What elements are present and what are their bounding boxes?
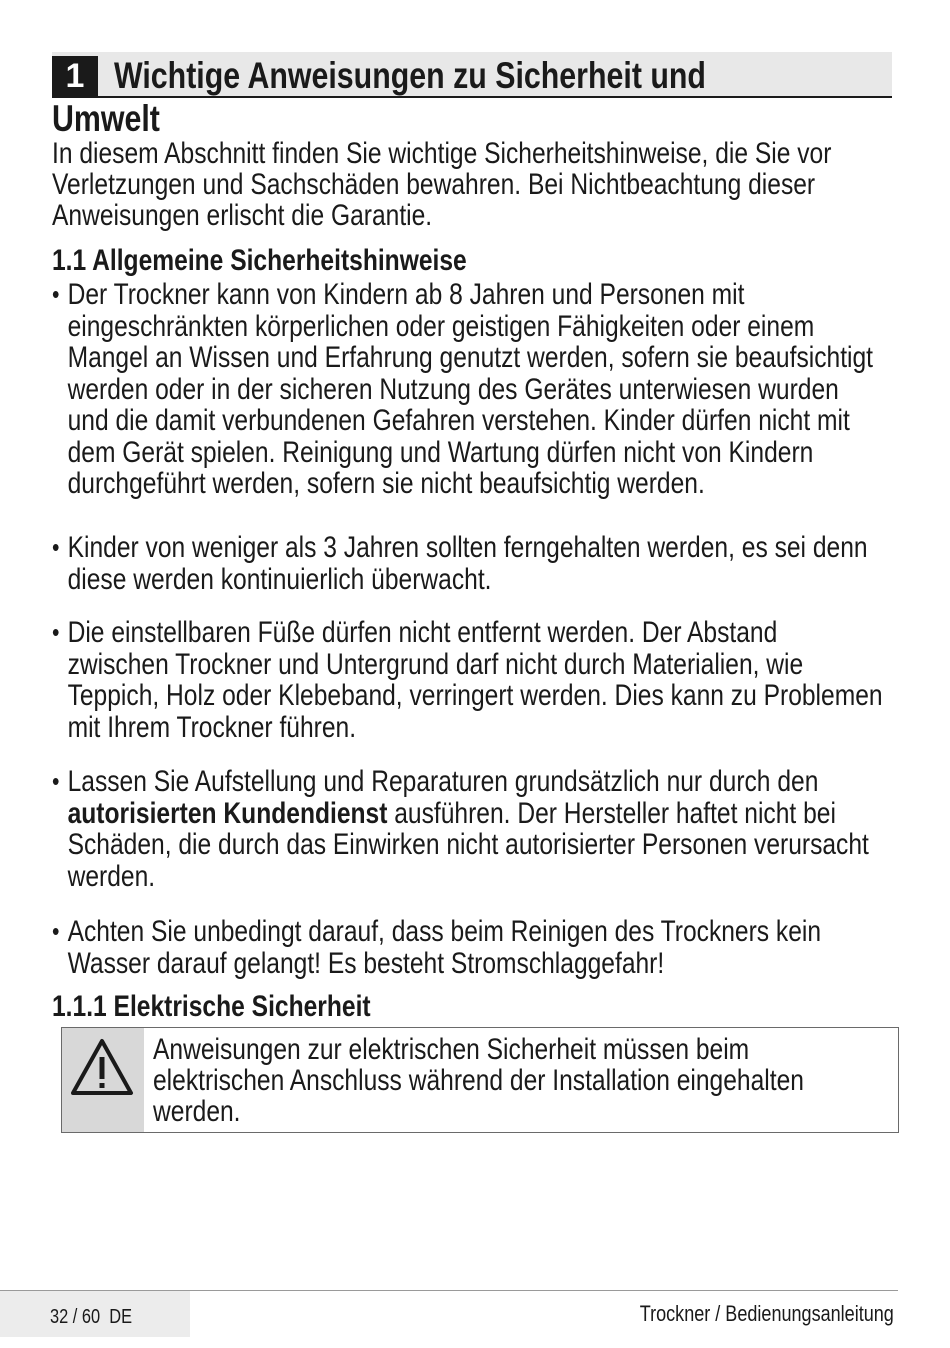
bullet-line: Der Trockner kann von Kindern ab 8 Jahren und Personen mit [67, 278, 745, 311]
warning-triangle-icon [68, 1036, 136, 1098]
bullet-line: Wasser darauf gelangt! Es besteht Stromschlaggefahr! [67, 946, 665, 980]
intro-paragraph [52, 138, 831, 231]
warning-icon-cell [62, 1028, 144, 1132]
page-number [50, 1305, 132, 1329]
bullet-marker: • [52, 766, 60, 796]
bullet-line: Die einstellbaren Füße dürfen nicht entfernt werden. Der Abstand [67, 616, 778, 649]
bullet-line: Kinder von weniger als 3 Jahren sollten ferngehalten werden, es sei denn [67, 531, 868, 564]
bold-term-authorized-service: autorisierten Kundendienst [67, 796, 388, 830]
chapter-title-line2: Umwelt [52, 98, 160, 139]
bullet-line: Achten Sie unbedingt darauf, dass beim Reinigen des Trockners kein [67, 915, 822, 948]
warning-line: elektrischen Anschluss während der Installation eingehalten [153, 1064, 804, 1097]
chapter-title-line1: Wichtige Anweisungen zu Sicherheit und [114, 55, 706, 96]
bullet-line: Lassen Sie Aufstellung und Reparaturen grundsätzlich nur durch den [67, 765, 819, 798]
page-count: 32 / 60 [50, 1306, 101, 1328]
bullet-line: Teppich, Holz oder Klebeband, verringert werden. Dies kann zu Problemen [67, 679, 883, 712]
bullet-line: werden oder in der sicheren Nutzung des Gerätes unterwiesen wurden [67, 372, 839, 406]
bullet-line: und die damit verbundenen Gefahren verstehen. Kinder dürfen nicht mit [67, 404, 850, 437]
section-heading-general-safety: 1.1 Allgemeine Sicherheitshinweise [52, 244, 467, 277]
warning-line: Anweisungen zur elektrischen Sicherheit müssen beim [153, 1033, 750, 1066]
intro-line: Verletzungen und Sachschäden bewahren. Bei Nichtbeachtung dieser [52, 168, 816, 201]
bullet-line: Schäden, die durch das Einwirken nicht autorisierter Personen verursacht [67, 828, 869, 861]
intro-line: Anweisungen erlischt die Garantie. [52, 199, 433, 232]
bullet-line [68, 798, 869, 830]
bullet-line-rest: ausführen. Der Hersteller haftet nicht bei [387, 796, 836, 830]
bullet-line: durchgeführt werden, sofern sie nicht beaufsichtig werden. [67, 467, 705, 500]
warning-text [153, 1034, 804, 1127]
section-heading-electrical-safety: 1.1.1 Elektrische Sicherheit [52, 990, 371, 1023]
bullet-marker: • [52, 916, 60, 946]
bullet-marker: • [52, 617, 60, 647]
bullet-line: mit Ihrem Trockner führen. [67, 710, 357, 744]
document-title: Trockner / Bedienungsanleitung [639, 1301, 894, 1326]
bullet-marker: • [52, 532, 60, 562]
bullet-line: zwischen Trockner und Untergrund darf nicht durch Materialien, wie [67, 647, 804, 681]
warning-line: werden. [153, 1095, 241, 1128]
bullet-marker: • [52, 279, 60, 309]
bullet-line: dem Gerät spielen. Reinigung und Wartung dürfen nicht von Kindern [67, 435, 814, 469]
electrical-warning-box [61, 1027, 899, 1133]
intro-line: In diesem Abschnitt finden Sie wichtige Sicherheitshinweise, die Sie vor [52, 137, 832, 170]
bullet-line: eingeschränkten körperlichen oder geistigen Fähigkeiten oder einem [67, 309, 815, 343]
bullet-line: diese werden kontinuierlich überwacht. [67, 562, 492, 596]
bullet-line: Mangel an Wissen und Erfahrung genutzt werden, sofern sie beaufsichtigt [67, 341, 874, 374]
bullet-line: werden. [67, 859, 156, 893]
language-code: DE [109, 1306, 133, 1328]
chapter-number: 1 [52, 56, 98, 96]
